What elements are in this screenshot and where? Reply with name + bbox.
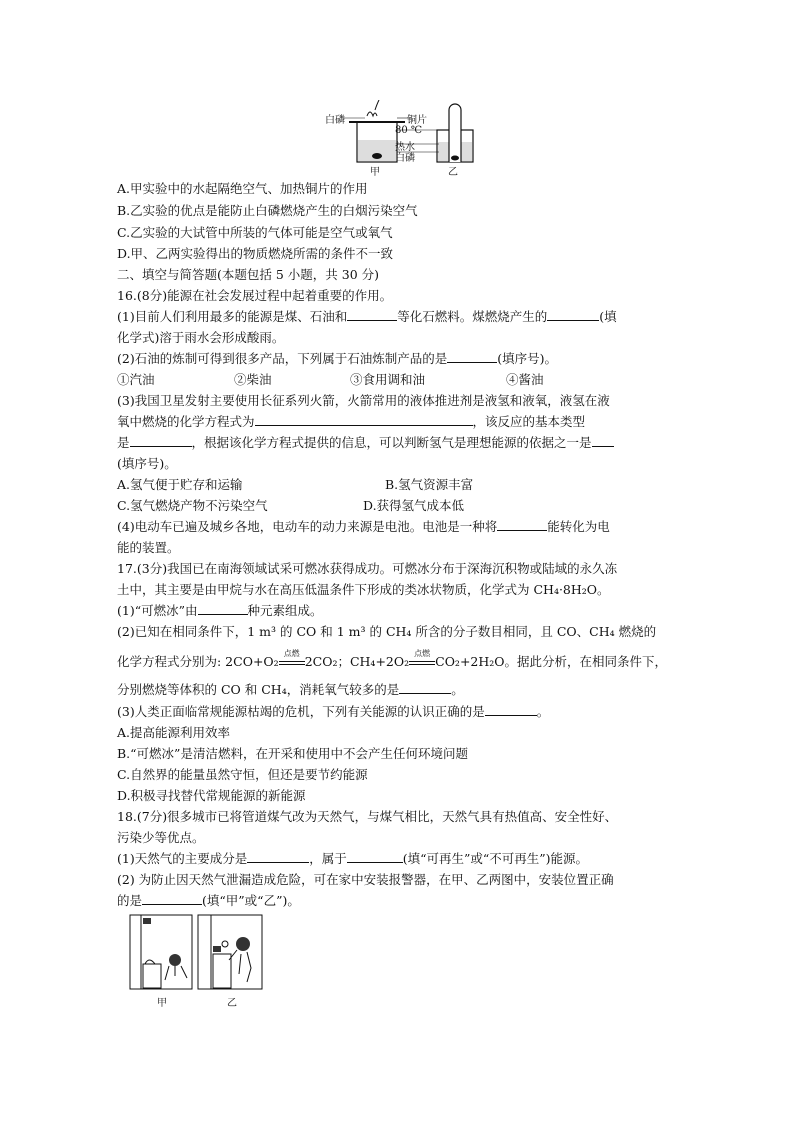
section-heading: 二、填空与简答题(本题包括 5 小题，共 30 分)	[117, 267, 380, 282]
kitchen-alarm-figure-jia	[129, 914, 193, 990]
text: (填序号)。	[497, 351, 557, 366]
q17-heading-line1: 17.(3分)我国已在南海领域试采可燃冰获得成功。可燃冰分布于深海沉积物或陆域的永久冻	[117, 561, 618, 576]
text: (4)电动车已遍及城乡各地，电动车的动力来源是电池。电池是一种将	[117, 519, 498, 534]
answer-blank[interactable]	[130, 434, 192, 447]
option: ①汽油	[117, 372, 155, 387]
text: (3)人类正面临常规能源枯竭的危机，下列有关能源的认识正确的是	[117, 704, 485, 719]
option: ④酱油	[506, 372, 544, 387]
option: A.氢气便于贮存和运输	[117, 477, 243, 492]
q16-part3-line4: (填序号)。	[117, 456, 177, 471]
text: (1)“可燃冰”由	[117, 603, 198, 618]
option: ②柴油	[234, 372, 272, 387]
answer-blank[interactable]	[247, 850, 309, 863]
q15-option-a: A.甲实验中的水起隔绝空气、加热铜片的作用	[117, 181, 368, 196]
q15-option-b: B.乙实验的优点是能防止白磷燃烧产生的白烟污染空气	[117, 203, 418, 218]
reaction-arrow	[279, 649, 305, 672]
text: 氧中燃烧的化学方程式为	[117, 414, 255, 429]
option: ③食用调和油	[350, 372, 426, 387]
text: ，属于	[309, 851, 347, 866]
option: B.氢气资源丰富	[385, 477, 474, 492]
text: 能转化为电	[547, 519, 610, 534]
text: (1)天然气的主要成分是	[117, 851, 248, 866]
q18-part2-line1: (2) 为防止因天然气泄漏造成危险，可在家中安装报警器，在甲、乙两图中，安装位置正确	[117, 872, 614, 887]
q15-option-d: D.甲、乙两实验得出的物质燃烧所需的条件不一致	[117, 246, 394, 261]
q17-heading-line2: 土中，其主要是由甲烷与水在高压低温条件下形成的类冰状物质，化学式为 CH₄·8H₂O。	[117, 582, 610, 597]
q17-option-a: A.提高能源利用效率	[117, 725, 231, 740]
label-white-phosphorus-bottom: 白磷	[395, 153, 415, 164]
label-white-phosphorus-top: 白磷	[325, 115, 345, 126]
text: (填“可再生”或“不可再生”)能源。	[402, 851, 589, 866]
reaction-arrow	[409, 649, 435, 672]
text: ，根据该化学方程式提供的信息，可以判断氢气是理想能源的依据之一是	[191, 435, 592, 450]
q17-part1	[117, 602, 323, 620]
q18-part1	[117, 850, 588, 868]
q16-part4-line1	[117, 518, 610, 536]
text: CO₂+2H₂O。据此分析，在相同条件下，	[435, 654, 668, 669]
caption-jia: 甲	[157, 998, 167, 1009]
q15-option-c: C.乙实验的大试管中所装的气体可能是空气或氧气	[117, 225, 393, 240]
label-temperature: 80 ℃	[395, 125, 423, 136]
text: 的是	[117, 893, 143, 908]
q16-part3-line3	[117, 434, 614, 452]
q18-heading-line2: 污染少等优点。	[117, 830, 205, 845]
q17-option-c: C.自然界的能量虽然守恒，但还是要节约能源	[117, 767, 368, 782]
answer-blank[interactable]	[485, 703, 537, 716]
q17-option-b: B.“可燃冰”是清洁燃料，在开采和使用中不会产生任何环境问题	[117, 746, 468, 761]
q16-part4-line2: 能的装置。	[117, 540, 180, 555]
answer-blank[interactable]	[592, 434, 614, 447]
q16-part1-line2: 化学式)溶于雨水会形成酸雨。	[117, 330, 285, 345]
option: D.获得氢气成本低	[363, 498, 465, 513]
q17-part3	[117, 703, 549, 721]
caption-jia: 甲	[370, 167, 380, 178]
answer-blank[interactable]	[347, 850, 403, 863]
q16-heading: 16.(8分)能源在社会发展过程中起着重要的作用。	[117, 288, 393, 303]
answer-blank[interactable]	[399, 681, 451, 694]
text: 化学方程式分别为: 2CO+O₂	[117, 654, 279, 669]
text: 种元素组成。	[247, 603, 323, 618]
text: (填“甲”或“乙”)。	[202, 893, 300, 908]
answer-blank[interactable]	[497, 518, 547, 531]
q16-part3-line1: (3)我国卫星发射主要使用长征系列火箭，火箭常用的液体推进剂是液氢和液氧，液氢在液	[117, 393, 610, 408]
answer-blank[interactable]	[347, 308, 397, 321]
text: (1)目前人们利用最多的能源是煤、石油和	[117, 309, 348, 324]
condition-label: 点燃	[414, 649, 431, 658]
q17-part2-line3	[117, 681, 464, 699]
q16-part3-options-cd	[117, 497, 464, 515]
label-hot-water: 热水	[395, 142, 415, 153]
text: (2)石油的炼制可得到很多产品，下列属于石油炼制产品的是	[117, 351, 448, 366]
text: 分别燃烧等体积的 CO 和 CH₄，消耗氧气较多的是	[117, 682, 400, 697]
answer-blank[interactable]	[547, 308, 599, 321]
caption-yi: 乙	[227, 998, 237, 1009]
answer-blank[interactable]	[142, 892, 202, 905]
caption-yi: 乙	[448, 167, 458, 178]
text: 。	[536, 704, 550, 719]
text: 等化石燃料。煤燃烧产生的	[397, 309, 548, 324]
text: 。	[451, 682, 464, 697]
answer-blank[interactable]	[198, 602, 248, 615]
q18-heading-line1: 18.(7分)很多城市已将管道煤气改为天然气，与煤气相比，天然气具有热值高、安全性好、	[117, 809, 618, 824]
text: ，该反应的基本类型	[472, 414, 586, 429]
condition-label: 点燃	[283, 649, 300, 658]
kitchen-alarm-figure-yi	[197, 914, 263, 990]
answer-blank[interactable]	[447, 350, 497, 363]
label-copper-sheet: 铜片	[407, 115, 427, 126]
q17-option-d: D.积极寻找替代常规能源的新能源	[117, 788, 306, 803]
text: (填	[599, 309, 617, 324]
answer-blank[interactable]	[255, 413, 473, 426]
q17-part2-equations	[117, 649, 668, 672]
q16-part2-options	[117, 371, 544, 389]
q16-part2	[117, 350, 557, 368]
q16-part1-line1	[117, 308, 617, 326]
option: C.氢气燃烧产物不污染空气	[117, 498, 268, 513]
text: 2CO₂；CH₄+2O₂	[304, 654, 410, 669]
q17-part2-line1: (2)已知在相同条件下，1 m³ 的 CO 和 1 m³ 的 CH₄ 所含的分子数目相同，且 CO、CH₄ 燃烧的	[117, 624, 657, 639]
q18-part2-line2	[117, 892, 300, 910]
q16-part3-options-ab	[117, 476, 473, 494]
text: 是	[117, 435, 130, 450]
q16-part3-line2	[117, 413, 585, 431]
